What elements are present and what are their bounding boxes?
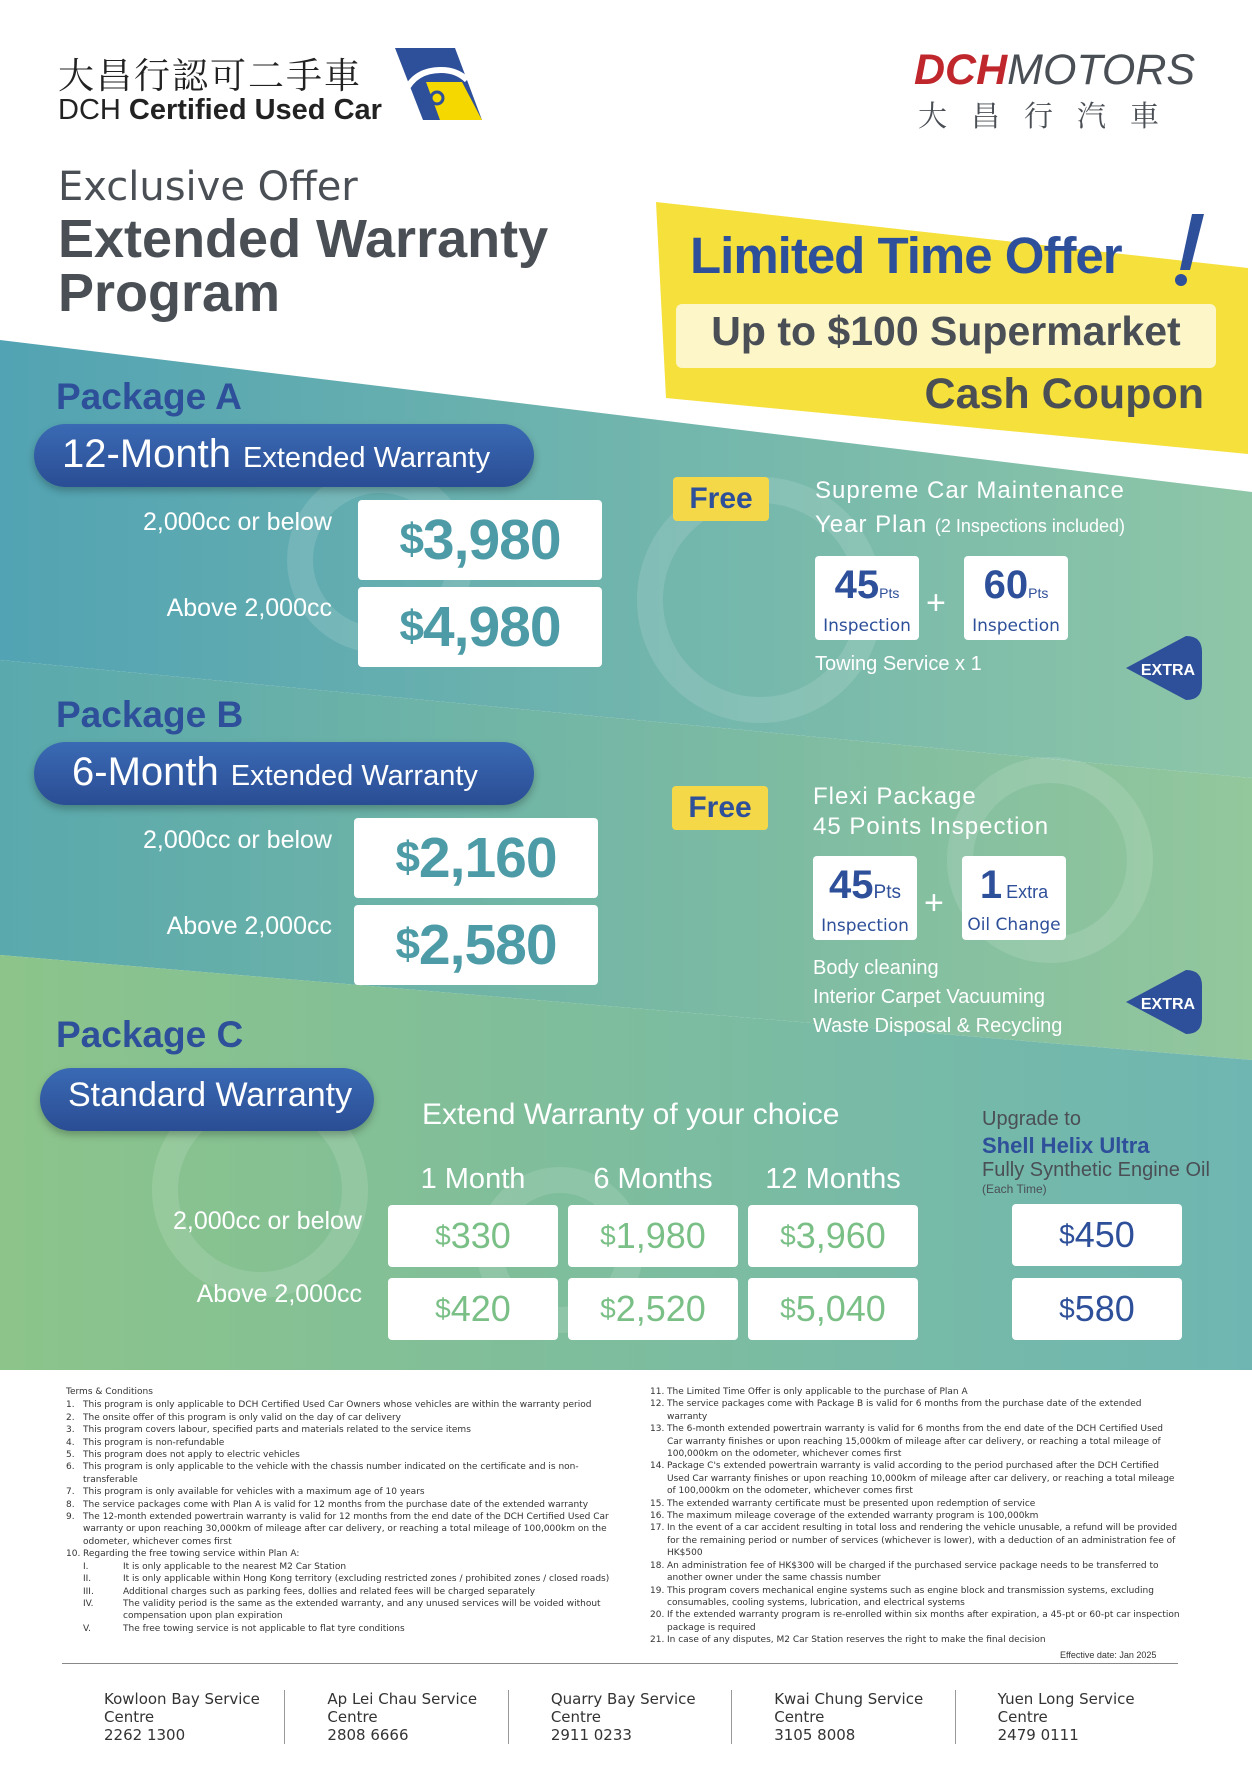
term-subitem bbox=[66, 1586, 626, 1598]
term-subitem bbox=[66, 1623, 626, 1635]
package-a-heading: Package A bbox=[56, 376, 242, 417]
brand-en-prefix: DCH bbox=[58, 94, 121, 126]
free-title-note: (2 Inspections included) bbox=[934, 516, 1125, 536]
package-c-pill-text: Standard Warranty bbox=[68, 1076, 353, 1114]
currency-symbol: $ bbox=[600, 1293, 616, 1324]
promo-box-text: Up to $100 Supermarket bbox=[711, 308, 1181, 354]
currency-symbol: $ bbox=[600, 1220, 616, 1251]
package-c-price-r2c2 bbox=[568, 1278, 738, 1340]
term-subnumber: I. bbox=[83, 1561, 89, 1572]
service-centre bbox=[955, 1690, 1178, 1744]
service-centre bbox=[508, 1690, 731, 1744]
brand-en-bold: Certified Used Car bbox=[128, 94, 382, 126]
terms-left-list bbox=[66, 1399, 626, 1635]
free-title-line-2 bbox=[815, 508, 1125, 543]
term-text: The 12-month extended powertrain warranty is valid for 12 months from the end date of the DCH Certified Used Car warranty or upon reaching 30,000km of mileage after car delivery, or reaching a total mileage of 100,000km on the odometer, whichever comes first bbox=[83, 1512, 609, 1547]
package-b-free-title bbox=[813, 782, 1049, 842]
package-c-col-2: 6 Months bbox=[593, 1163, 713, 1195]
offer-subtitle: Exclusive Offer bbox=[58, 164, 358, 210]
package-b-heading: Package B bbox=[56, 694, 244, 735]
dch-cn: 大昌行汽車 bbox=[918, 101, 1184, 133]
plus-icon: + bbox=[924, 884, 944, 922]
currency-symbol: $ bbox=[780, 1220, 796, 1251]
package-b-extra-1: Body cleaning bbox=[813, 957, 939, 979]
service-centre bbox=[62, 1690, 284, 1744]
term-subtext: The free towing service is not applicable to flat tyre conditions bbox=[123, 1623, 405, 1634]
oil-price-2 bbox=[1012, 1278, 1182, 1340]
dch-logo-grey: MOTORS bbox=[1007, 46, 1196, 94]
term-item bbox=[650, 1585, 1180, 1610]
term-number: 19. bbox=[650, 1585, 665, 1596]
service-centre-phone: 3105 8008 bbox=[774, 1726, 856, 1744]
service-centre bbox=[731, 1690, 954, 1744]
term-item bbox=[650, 1634, 1180, 1646]
brand-en bbox=[58, 94, 382, 127]
oil-change-count: 1 bbox=[979, 863, 1003, 907]
term-number: 16. bbox=[650, 1511, 665, 1522]
terms-right-list bbox=[650, 1386, 1180, 1647]
term-text: In case of any disputes, M2 Car Station reserves the right to make the final decision bbox=[667, 1635, 1046, 1646]
oil-each: (Each Time) bbox=[982, 1182, 1047, 1196]
term-number: 18. bbox=[650, 1560, 665, 1571]
price-value: 420 bbox=[450, 1288, 511, 1329]
package-c-price-r1c1 bbox=[388, 1205, 558, 1267]
term-item bbox=[66, 1412, 626, 1424]
terms-heading: Terms & Conditions bbox=[66, 1387, 153, 1397]
term-subtext: It is only applicable within Hong Kong territory (excluding restricted zones / prohibited zones / closed roads) bbox=[123, 1574, 610, 1585]
effective-date: Effective date: Jan 2025 bbox=[1060, 1650, 1157, 1660]
term-text: This program is only applicable to DCH Certified Used Car Owners whose vehicles are within the warranty period bbox=[83, 1400, 592, 1411]
term-text: The onsite offer of this program is only valid on the day of car delivery bbox=[83, 1412, 402, 1423]
service-centres bbox=[62, 1690, 1178, 1744]
promo-title: Limited Time Offer bbox=[690, 227, 1122, 284]
term-item bbox=[66, 1461, 626, 1486]
term-text: The 6-month extended powertrain warranty is valid for 6 months from the end date of the DCH Certified Used Car warranty finishes or upon reaching 15,000km of mileage after car delivery, or reaching a total mileage of 100,000km on the odometer, whichever comes first bbox=[667, 1424, 1163, 1460]
service-centre-phone: 2479 0111 bbox=[997, 1726, 1079, 1744]
inspection-unit: Pts bbox=[879, 585, 900, 601]
extra-tag-text: EXTRA bbox=[1140, 662, 1196, 679]
term-subitem bbox=[66, 1598, 626, 1623]
package-b-cc-label-1: 2,000cc or below bbox=[142, 826, 332, 854]
free-title-line-2: 45 Points Inspection bbox=[813, 813, 1050, 840]
term-text: The service packages come with Package B is valid for 6 months from the purchase date of the extended warranty bbox=[667, 1399, 1142, 1422]
package-b-pill bbox=[34, 742, 534, 805]
term-text: Regarding the free towing service within Plan A: bbox=[83, 1549, 300, 1560]
term-item bbox=[66, 1399, 626, 1411]
inspection-label: Inspection bbox=[823, 616, 911, 636]
service-centre-name: Quarry Bay Service Centre bbox=[550, 1690, 696, 1726]
package-b-price-2 bbox=[354, 905, 598, 985]
package-a-inspection-box-2 bbox=[964, 556, 1068, 640]
term-text: This program is only applicable to the vehicle with the chassis number indicated on the certificate and is non-transferable bbox=[83, 1462, 579, 1485]
inspection-unit: Pts bbox=[873, 882, 901, 903]
package-a-towing: Towing Service x 1 bbox=[815, 653, 982, 675]
oil-change-label: Oil Change bbox=[967, 915, 1061, 935]
price-value: 2,580 bbox=[418, 913, 557, 977]
currency-symbol: $ bbox=[399, 515, 423, 564]
term-number: 15. bbox=[650, 1498, 665, 1509]
package-a-cc-label-2: Above 2,000cc bbox=[166, 594, 332, 622]
price-value: 2,520 bbox=[615, 1288, 706, 1329]
term-number: 2. bbox=[66, 1412, 75, 1423]
term-number: 1. bbox=[66, 1400, 75, 1411]
term-item bbox=[66, 1548, 626, 1560]
service-centre-name: Yuen Long Service Centre bbox=[997, 1690, 1135, 1726]
package-b-inspection-box-1 bbox=[813, 856, 917, 940]
package-b-cc-label-2: Above 2,000cc bbox=[166, 912, 332, 940]
package-b-extras bbox=[813, 954, 1062, 1041]
package-a-pill bbox=[34, 424, 534, 487]
currency-symbol: $ bbox=[1059, 1219, 1075, 1250]
currency-symbol: $ bbox=[1059, 1293, 1075, 1324]
package-b-pill-big: 6-Month bbox=[72, 750, 219, 794]
term-item bbox=[650, 1609, 1180, 1634]
term-item bbox=[650, 1498, 1180, 1510]
term-item bbox=[650, 1510, 1180, 1522]
term-text: If the extended warranty program is re-enrolled within six months after expiration, a 45-pt or 60-pt car inspection package is required bbox=[667, 1610, 1180, 1633]
package-b-oil-box bbox=[962, 856, 1066, 940]
package-a-free-tag: Free bbox=[673, 477, 769, 521]
oil-upgrade-block bbox=[982, 1108, 1212, 1196]
term-text: The extended warranty certificate must be presented upon redemption of service bbox=[667, 1498, 1036, 1509]
term-number: 8. bbox=[66, 1499, 75, 1510]
package-a-cc-label-1: 2,000cc or below bbox=[142, 508, 332, 536]
term-item bbox=[650, 1423, 1180, 1460]
currency-symbol: $ bbox=[399, 602, 423, 651]
inspection-unit: Pts bbox=[1028, 585, 1049, 601]
term-subtext: The validity period is the same as the extended warranty, and any unused services will be voided without compensation upon plan expiration bbox=[123, 1598, 601, 1622]
extra-tag-icon bbox=[1126, 970, 1202, 1034]
package-a-price-2 bbox=[358, 587, 602, 667]
service-centre bbox=[284, 1690, 507, 1744]
term-text: This program is only available for vehicles with a maximum age of 10 years bbox=[83, 1487, 425, 1498]
price-value: 3,960 bbox=[795, 1215, 886, 1256]
price-value: 1,980 bbox=[615, 1215, 706, 1256]
inspection-points: 60 bbox=[983, 563, 1029, 607]
free-title-year-plan: Year Plan bbox=[815, 511, 928, 538]
term-subnumber: V. bbox=[83, 1623, 91, 1634]
plus-icon: + bbox=[926, 584, 946, 622]
term-item bbox=[66, 1437, 626, 1449]
package-a-inspection-box-1 bbox=[815, 556, 919, 640]
package-c-table-title: Extend Warranty of your choice bbox=[422, 1098, 840, 1131]
term-number: 21. bbox=[650, 1635, 665, 1646]
service-centre-phone: 2262 1300 bbox=[104, 1726, 186, 1744]
term-subtext: Additional charges such as parking fees, dollies and related fees will be charged separately bbox=[123, 1586, 536, 1597]
term-number: 5. bbox=[66, 1450, 75, 1461]
term-text: The maximum mileage coverage of the extended warranty program is 100,000km bbox=[667, 1511, 1039, 1522]
certified-car-logo bbox=[395, 48, 482, 120]
oil-price-1 bbox=[1012, 1204, 1182, 1266]
currency-symbol: $ bbox=[395, 920, 419, 969]
term-subtext: It is only applicable to the nearest M2 Car Station bbox=[123, 1561, 347, 1572]
term-subnumber: III. bbox=[83, 1586, 94, 1597]
package-b-extra-3: Waste Disposal & Recycling bbox=[813, 1015, 1063, 1037]
term-item bbox=[650, 1460, 1180, 1497]
term-text: This program covers labour, specified parts and materials related to the service items bbox=[83, 1425, 471, 1436]
terms-right bbox=[650, 1386, 1180, 1647]
term-number: 12. bbox=[650, 1399, 665, 1410]
term-number: 3. bbox=[66, 1425, 75, 1436]
inspection-points: 45 bbox=[829, 863, 874, 907]
divider bbox=[62, 1663, 1178, 1664]
term-number: 20. bbox=[650, 1610, 665, 1621]
service-centre-phone: 2808 6666 bbox=[327, 1726, 409, 1744]
price-value: 450 bbox=[1074, 1214, 1135, 1255]
package-c-price-r2c1 bbox=[388, 1278, 558, 1340]
price-value: 580 bbox=[1074, 1288, 1135, 1329]
term-number: 6. bbox=[66, 1462, 75, 1473]
dch-logo-red: DCH bbox=[914, 46, 1008, 94]
term-text: This program covers mechanical engine systems such as engine block and transmission systems, excluding consumables, cooling systems, lubrication, and electrical systems bbox=[667, 1585, 1154, 1608]
package-b-extra-2: Interior Carpet Vacuuming bbox=[813, 986, 1045, 1008]
term-subitem bbox=[66, 1561, 626, 1573]
promo-coupon: Cash Coupon bbox=[924, 370, 1204, 418]
oil-desc: Fully Synthetic Engine Oil bbox=[982, 1159, 1210, 1181]
package-b-free-tag: Free bbox=[672, 786, 768, 830]
package-c-price-r1c2 bbox=[568, 1205, 738, 1267]
dch-motors-logo bbox=[914, 46, 1195, 95]
package-b-pill-small: Extended Warranty bbox=[230, 760, 478, 792]
package-a-pill-big: 12-Month bbox=[62, 432, 231, 476]
price-value: 2,160 bbox=[418, 826, 557, 890]
price-value: 4,980 bbox=[422, 595, 561, 659]
term-item bbox=[66, 1511, 626, 1548]
term-text: The Limited Time Offer is only applicable to the purchase of Plan A bbox=[667, 1387, 968, 1397]
term-number: 4. bbox=[66, 1437, 75, 1448]
term-text: This program does not apply to electric vehicles bbox=[83, 1450, 300, 1461]
currency-symbol: $ bbox=[395, 833, 419, 882]
free-title-line-1: Flexi Package bbox=[813, 783, 977, 810]
term-text: Package C's extended powertrain warranty is valid according to the period purchased after the DCH Certified Used Car warranty finishes or upon reaching 10,000km of mileage after car delivery, or reaching a total mileage of 100,000km on the odometer, whichever comes first bbox=[667, 1461, 1175, 1497]
package-b-price-1 bbox=[354, 818, 598, 898]
extra-tag-text: EXTRA bbox=[1140, 996, 1196, 1013]
term-number: 14. bbox=[650, 1461, 665, 1472]
term-item bbox=[650, 1560, 1180, 1585]
package-a-price-1 bbox=[358, 500, 602, 580]
term-subnumber: II. bbox=[83, 1574, 92, 1585]
package-c-cc-label-2: Above 2,000cc bbox=[196, 1280, 362, 1308]
inspection-label: Inspection bbox=[821, 916, 909, 936]
package-c-col-3: 12 Months bbox=[765, 1163, 901, 1195]
term-item bbox=[650, 1398, 1180, 1423]
extra-tag-icon bbox=[1126, 636, 1202, 700]
brand-cn: 大昌行認可二手車 bbox=[58, 56, 363, 97]
price-value: 5,040 bbox=[795, 1288, 886, 1329]
package-a-free-title bbox=[815, 474, 1125, 543]
oil-name: Shell Helix Ultra bbox=[982, 1133, 1150, 1158]
package-c-pill bbox=[40, 1068, 374, 1131]
term-text: This program is non-refundable bbox=[83, 1437, 225, 1448]
page-title: Extended Warranty Program bbox=[58, 209, 549, 323]
service-centre-name: Kwai Chung Service Centre bbox=[774, 1690, 924, 1726]
package-c-price-r1c3 bbox=[748, 1205, 918, 1267]
package-c-heading: Package C bbox=[56, 1014, 244, 1055]
term-item bbox=[66, 1499, 626, 1511]
package-c-col-1: 1 Month bbox=[420, 1163, 526, 1195]
term-item bbox=[66, 1449, 626, 1461]
currency-symbol: $ bbox=[435, 1293, 451, 1324]
term-number: 10. bbox=[66, 1549, 81, 1560]
term-item bbox=[650, 1522, 1180, 1559]
terms-left bbox=[66, 1386, 626, 1635]
term-number: 13. bbox=[650, 1424, 665, 1435]
term-subitem bbox=[66, 1573, 626, 1585]
currency-symbol: $ bbox=[435, 1220, 451, 1251]
term-text: The service packages come with Plan A is valid for 12 months from the purchase date of the extended warranty bbox=[83, 1499, 589, 1510]
free-title-line-1: Supreme Car Maintenance bbox=[815, 477, 1125, 504]
term-item bbox=[66, 1486, 626, 1498]
service-centre-phone: 2911 0233 bbox=[550, 1726, 632, 1744]
service-centre-name: Kowloon Bay Service Centre bbox=[104, 1690, 260, 1726]
term-number: 11. bbox=[650, 1387, 665, 1397]
price-value: 330 bbox=[450, 1215, 511, 1256]
currency-symbol: $ bbox=[780, 1293, 796, 1324]
price-value: 3,980 bbox=[422, 508, 561, 572]
term-text: In the event of a car accident resulting in total loss and rendering the vehicle unusable, a refund will be provided for the remaining period or number of services (whichever is lower), with a deduction of an administration fee of HK$500 bbox=[667, 1523, 1178, 1559]
package-c-cc-label-1: 2,000cc or below bbox=[172, 1207, 362, 1235]
term-number: 9. bbox=[66, 1512, 75, 1523]
service-centre-name: Ap Lei Chau Service Centre bbox=[327, 1690, 478, 1726]
package-a-pill-small: Extended Warranty bbox=[242, 442, 491, 474]
term-number: 17. bbox=[650, 1523, 665, 1534]
term-item bbox=[650, 1386, 1180, 1398]
oil-change-unit: Extra bbox=[1006, 882, 1049, 902]
term-subnumber: IV. bbox=[83, 1598, 94, 1609]
inspection-label: Inspection bbox=[972, 616, 1060, 636]
term-text: An administration fee of HK$300 will be charged if the purchased service package needs to be transferred to another owner under the same chassis number bbox=[667, 1560, 1159, 1584]
oil-upgrade-label: Upgrade to bbox=[982, 1108, 1081, 1130]
package-c-price-r2c3 bbox=[748, 1278, 918, 1340]
inspection-points: 45 bbox=[834, 563, 880, 607]
term-number: 7. bbox=[66, 1487, 75, 1498]
term-item bbox=[66, 1424, 626, 1436]
